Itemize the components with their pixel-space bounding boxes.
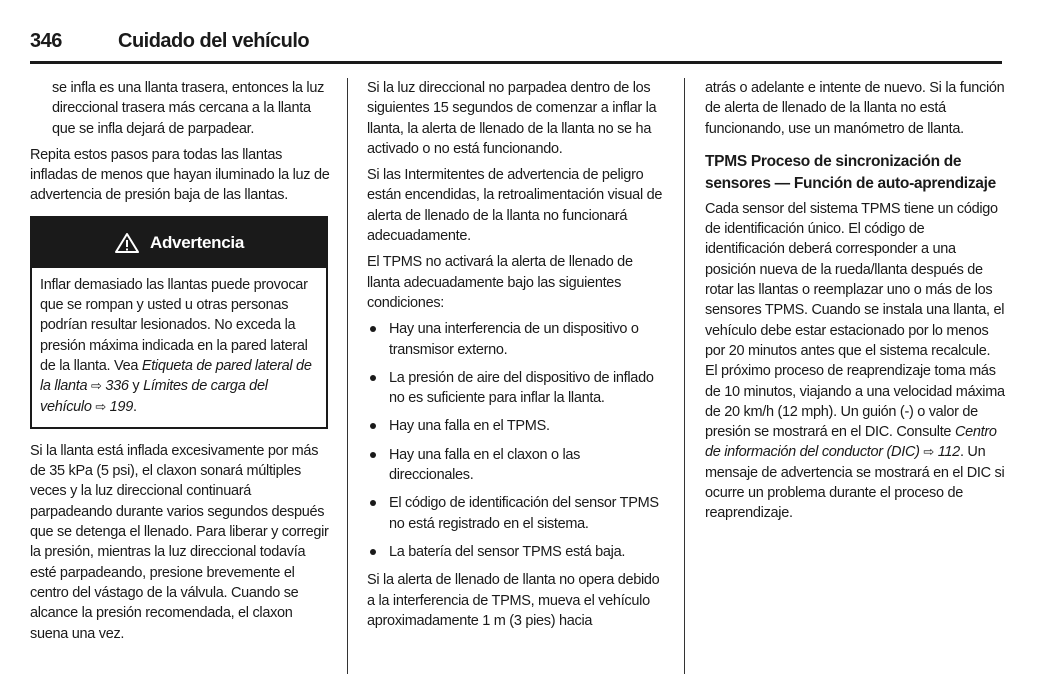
- list-item: El código de identificación del sensor TPMS no está registrado en el sistema.: [367, 493, 667, 534]
- reference-label: Etiqueta de pared lateral de la llanta: [40, 357, 312, 395]
- section-title: Cuidado del vehículo: [118, 30, 310, 52]
- conjunction: y: [132, 378, 140, 395]
- column-2: [367, 78, 667, 637]
- paragraph: Si la llanta está inflada excesivamente por más de 35 kPa (5 psi), el claxon sonará múltiples veces y la luz direccional continuará parpadeando durante varios segundos después que se detenga el llenado. Para liberar y corregir la presión, mientras la luz direccional todavía esté parpadeando, presione brevemente el centro del vástago de la válvula. Cuando se alcance la presión recomendada, el claxon suena una vez.: [30, 442, 329, 642]
- reference-page: 336: [105, 378, 129, 395]
- paragraph-text: Cada sensor del sistema TPMS tiene un código de identificación único. El código de identificación deberá corresponder a una posición nueva de la rueda/llanta después de rotar las llantas o reemplazar uno o más de los sensores TPMS. Cuando se instala una llanta, el vehículo debe estar estacionado por lo menos por 20 minutos antes que el sistema recalcule. El próximo proceso de reaprendizaje toma más de 10 minutos, viajando a una velocidad máxima de 20 km/h (12 mph). Un guión (-) o valor de presión se mostrará en el DIC. Consulte: [705, 200, 1005, 441]
- paragraph: Si las Intermitentes de advertencia de peligro están encendidas, la retroalimentación visual de alerta de llenado de la llanta no funcionará adecuadamente.: [367, 167, 663, 245]
- paragraph: Repita estos pasos para todas las llantas infladas de menos que hayan iluminado la luz de advertencia de presión baja de las llantas.: [30, 146, 330, 204]
- paragraph: atrás o adelante e intente de nuevo. Si la función de alerta de llenado de la llanta no está funcionando, use un manómetro de llanta.: [705, 80, 1005, 137]
- column-divider: [684, 78, 685, 674]
- reference-label: Límites de carga del vehículo: [40, 378, 268, 415]
- warning-body: [32, 268, 326, 427]
- page-header: [30, 28, 1002, 62]
- list-item: Hay una falla en el TPMS.: [367, 416, 667, 436]
- reference-page: 199: [109, 398, 133, 415]
- arrow-right-icon: ⇨: [923, 444, 934, 460]
- column-1: [30, 78, 332, 650]
- conditions-list: [367, 319, 667, 562]
- reference-page: 112: [937, 444, 960, 461]
- warning-title: Advertencia: [149, 232, 245, 252]
- list-item: La batería del sensor TPMS está baja.: [367, 542, 667, 562]
- paragraph: [705, 199, 1005, 524]
- paragraph: Si la alerta de llenado de llanta no opera debido a la interferencia de TPMS, mueva el vehículo aproximadamente 1 m (3 pies) hacia: [367, 572, 660, 629]
- page-number: 346: [30, 30, 62, 52]
- paragraph: El TPMS no activará la alerta de llenado de llanta adecuadamente bajo las siguientes condiciones:: [367, 254, 633, 311]
- column-divider: [347, 78, 348, 674]
- paragraph: se infla es una llanta trasera, entonces la luz direccional trasera más cercana a la llanta que se infla dejará de parpadear.: [52, 80, 325, 137]
- column-3: [705, 78, 1005, 530]
- paragraph: Si la luz direccional no parpadea dentro de los siguientes 15 segundos de comenzar a inflar la llanta, la alerta de llenado de la llanta no se ha activado o no está funcionando.: [367, 80, 657, 157]
- list-item: La presión de aire del dispositivo de inflado no es suficiente para inflar la llanta.: [367, 368, 667, 409]
- paragraph-text: . Un mensaje de advertencia se mostrará en el DIC si ocurre un problema durante el proceso de reaprendizaje.: [705, 444, 1005, 522]
- list-item: Hay una falla en el claxon o las direccionales.: [367, 445, 667, 486]
- warning-box: [30, 216, 328, 429]
- header-rule: [30, 61, 1002, 64]
- arrow-right-icon: ⇨: [95, 398, 106, 414]
- warning-text: Inflar demasiado las llantas puede provocar que se rompan y usted u otras personas podrían resultar lesionados. No exceda la presión máxima indicada en la pared lateral de la llanta. Vea: [40, 276, 308, 374]
- list-item: Hay una interferencia de un dispositivo o transmisor externo.: [367, 319, 667, 360]
- reference-label: Centro de información del conductor (DIC): [705, 424, 997, 461]
- warning-triangle-icon: [114, 232, 140, 254]
- period: .: [132, 398, 137, 415]
- warning-header: [32, 218, 326, 268]
- subsection-heading: TPMS Proceso de sincronización de sensores — Función de auto-aprendizaje: [705, 152, 996, 192]
- arrow-right-icon: ⇨: [91, 378, 102, 394]
